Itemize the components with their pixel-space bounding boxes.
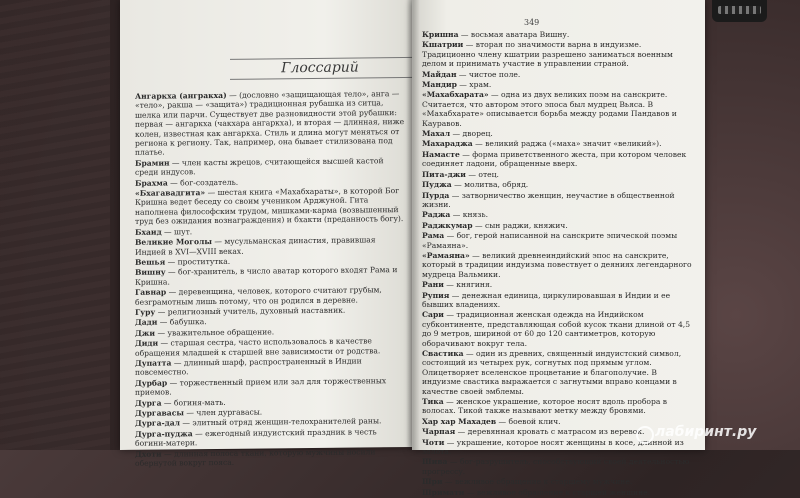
glossary-term: Шримати (422, 487, 465, 497)
glossary-definition: — отец. (465, 169, 499, 179)
glossary-definition: — (дословно «защищающая тело», анга — «тело», ракша — «защита») традиционная рубашка из ситца, шелка или парчи. Существует две разновидности этой рубашки: первая — ангаркха (чакхара ангаркха), и вторая — длинная, ниже колен, известная как ангаркха. Стиль и длина могут меняться от региона к региону. Так, например, она бывает стилизована под платье. (135, 89, 405, 158)
glossary-term: Кшатрии (422, 40, 464, 50)
glossary-term: Мандир (422, 80, 457, 90)
glossary-entry (422, 221, 692, 230)
glossary-term: Вишну (135, 267, 166, 278)
glossary-definition: — бабушка. (157, 317, 207, 327)
right-page (412, 0, 705, 497)
glossary-term: «Бхагавадгита» (135, 188, 206, 198)
glossary-entry (422, 477, 692, 486)
glossary-definition: — вежливое обращение к старшему мужчине. (442, 477, 633, 487)
glossary-term: Чарпая (422, 427, 456, 437)
glossary-entry (135, 336, 405, 358)
glossary-definition: — княгиня. (443, 280, 493, 290)
glossary-definition: — богиня-мать. (161, 397, 226, 408)
glossary-entry (135, 89, 405, 158)
glossary-definition: — денежная единица, циркулировавшая в Индии и ее бывших владениях. (422, 290, 671, 309)
glossary-definition: — шут. (161, 226, 193, 237)
glossary-definition: — бог-разрушитель, способствующий своей деятельностью прогрессу. (422, 457, 690, 476)
labirint-logo-icon (636, 426, 654, 444)
glossary-term: Шри (422, 477, 443, 487)
glossary-entry (422, 90, 692, 128)
glossary-entry (422, 150, 692, 169)
glossary-definition: — дворец. (450, 129, 493, 139)
glossary-term: Рани (422, 280, 444, 290)
glossary-term: Махараджа (422, 139, 473, 149)
glossary-term: Бхаид (135, 227, 162, 237)
glossary-entry (135, 376, 405, 398)
glossary-term: Свастика (422, 349, 464, 358)
glossary-term: Дурга-дал (135, 418, 180, 429)
glossary-definition: — сын раджи, княжич. (472, 220, 568, 230)
glossary-term: Рупия (422, 290, 450, 300)
glossary-entry (135, 265, 405, 287)
glossary-entry (422, 349, 692, 396)
glossary-term: Дупатта (135, 358, 172, 368)
glossary-entry (422, 417, 692, 426)
glossary-definition: — длинная полоса ткани, которую мужчины носили обернутой вокруг пояса. (135, 446, 376, 468)
glossary-term: Дхоти (135, 449, 162, 459)
page-number: 349 (524, 18, 540, 27)
glossary-term: Рама (422, 231, 445, 241)
glossary-term: Пита-джи (422, 169, 466, 179)
watermark: лабиринт.ру (655, 424, 757, 440)
glossary-definition: — вежливое обращение к старшей женщине. (464, 487, 651, 497)
glossary-entry (135, 285, 405, 307)
glossary-term: Махал (422, 129, 451, 139)
glossary-definition: — элитный отряд женщин-телохранителей раны. (179, 416, 382, 428)
page-heading: Глоссарий (281, 59, 359, 77)
glossary-term: Пурда (422, 190, 450, 200)
glossary-entry (422, 291, 692, 310)
glossary-definition: — украшение, которое носят женщины в косе, длинной из золота. (422, 437, 684, 457)
glossary-definition: — великий древнеиндийский эпос на санскрите, который в традиции индуизма повествует о деяниях легендарного мудреца Вальмики. (422, 250, 692, 279)
glossary-term: Вешья (135, 257, 166, 267)
glossary-entry (135, 156, 405, 178)
glossary-term: «Рамаяна» (422, 250, 470, 260)
open-book (120, 0, 705, 497)
glossary-term: Брамин (135, 158, 170, 168)
glossary-entry (422, 310, 692, 348)
glossary-term: Гуру (135, 307, 156, 317)
glossary-entry (422, 30, 692, 39)
glossary-definition: — восьмая аватара Вишну. (458, 30, 570, 39)
glossary-entry (135, 427, 405, 449)
glossary-term: Раджа (422, 210, 451, 220)
glossary-term: Ангаркха (ангракха) (135, 90, 227, 101)
glossary-entry (422, 457, 692, 476)
glossary-definition: — боевой клич. (496, 416, 561, 426)
glossary-entry (135, 356, 405, 378)
glossary-term: Намасте (422, 149, 460, 159)
glossary-definition: — форма приветственного жеста, при котором человек соединяет ладони, обращенные вверх. (422, 149, 687, 169)
left-page (120, 0, 412, 468)
book-gutter (406, 0, 420, 450)
glossary-entry (422, 210, 692, 219)
glossary-definition: — один из древних, священный индуистский символ, состоящий из четырех рук, согнутых под прямым углом. Олицетворяет вселенское процветание и благополучие. В индуизме свастика выражается с загнутыми вправо концами в качестве своей эмблемы. (422, 349, 682, 396)
glossary-term: Хар хар Махадев (422, 416, 497, 426)
glossary-term: Великие Моголы (135, 237, 212, 247)
glossary-term: Дургавасы (135, 408, 184, 418)
glossary-definition: — религиозный учитель, духовный наставник. (155, 305, 346, 317)
glossary-definition: — деревенщина, человек, которого считают грубым, безграмотным лишь потому, что он родился в деревне. (135, 285, 382, 307)
glossary-entry (422, 488, 692, 497)
glossary-definition: — одна из двух великих поэм на санскрите. Считается, что автором этого эпоса был мудрец Вьяса. В «Махабхарате» описывается борьба между родами Пандавов и Кауравов. (422, 90, 677, 128)
glossary-term: Чоти (422, 437, 445, 447)
glossary-entry (422, 397, 692, 416)
glossary-definition: — длинный шарф, распространенный в Индии повсеместно. (135, 356, 362, 378)
glossary-term: Дурга-пуджа (135, 429, 193, 439)
glossary-term: Джи (135, 328, 156, 338)
glossary-entry (422, 180, 692, 189)
glossary-definition: — женское украшение, которое носят вдоль пробора в волосах. Тикой также называют метку между бровями. (422, 397, 668, 416)
glossary-definition: — чистое поле. (456, 69, 521, 79)
glossary-entry (422, 191, 692, 210)
glossary-term: Пуджа (422, 180, 452, 190)
glossary-definition: — князь. (450, 210, 488, 220)
glossary-term: Дади (135, 317, 158, 328)
glossary-definition: — бог-хранитель, в число аватар которого входят Рама и Кришна. (135, 265, 398, 287)
glossary-entry (135, 186, 405, 226)
glossary-definition: — уважительное обращение. (155, 327, 275, 338)
glossary-definition: — традиционная женская одежда на Индийском субконтиненте, представляющая собой кусок ткани длиной от 4,5 до 9 метров, шириной от 60 до 120 сантиметров, которую оборачивают вокруг тела. (422, 310, 691, 348)
glossary-definition: — бог-создатель. (167, 177, 239, 188)
heading-rule-bottom (230, 77, 415, 80)
glossary-definition: — храм. (456, 80, 492, 90)
glossary-definition: — деревянная кровать с матрасом из веревок. (455, 427, 645, 437)
glossary-entry (422, 40, 692, 68)
glossary-left-column (135, 89, 405, 469)
glossary-entry (422, 170, 692, 179)
glossary-term: «Махабхарата» (422, 90, 489, 100)
binder-clip-icon (712, 0, 767, 22)
glossary-definition: — член касты жрецов, считающейся высшей кастой среди индусов. (135, 156, 384, 178)
glossary-entry (422, 70, 692, 79)
glossary-term: Сари (422, 310, 444, 320)
glossary-definition: — торжественный прием или зал для торжественных приемов. (135, 375, 387, 398)
glossary-term: Дурбар (135, 378, 168, 388)
glossary-term: Тика (422, 397, 444, 407)
glossary-entry (422, 231, 692, 250)
glossary-term: Брахма (135, 178, 168, 188)
glossary-definition: — вторая по значимости варна в индуизме. Традиционно члену кшатрии разрешено заниматься военным делом и принимать участие в управлении страной. (422, 40, 673, 69)
glossary-entry (135, 447, 405, 469)
glossary-definition: — член дургавасы. (183, 407, 263, 418)
fabric-background (0, 0, 110, 450)
glossary-entry (422, 139, 692, 148)
glossary-term: Дурга (135, 398, 162, 408)
glossary-entry (422, 280, 692, 289)
glossary-term: Диди (135, 338, 159, 348)
glossary-definition: — старшая сестра, часто использовалось в качестве обращения младшей к старшей вне зависимости от родства. (135, 336, 381, 358)
glossary-entry (422, 251, 692, 279)
glossary-definition: — мусульманская династия, правившая Индией в XVI—XVIII веках. (135, 235, 376, 257)
glossary-entry (422, 80, 692, 89)
glossary-entry (135, 235, 405, 257)
glossary-term: Майдан (422, 69, 457, 79)
glossary-term: Гавнар (135, 287, 167, 297)
glossary-definition: — проститутка. (165, 256, 231, 267)
glossary-definition: — ежегодный индуистский праздник в честь богини-матери. (135, 427, 377, 449)
glossary-definition: — шестая книга «Махабхараты», в которой Бог Кришна ведет беседу со своим учеником Арджуной. Гита наполнена философским трудом, мишками-карма (возвышенный труд без ожидания вознаграждения) и бхакти (преданность богу). (135, 186, 404, 227)
glossary-term: Шива (422, 457, 448, 467)
glossary-entry (422, 129, 692, 138)
glossary-definition: — затворничество женщин, неучастие в общественной жизни. (422, 190, 675, 209)
glossary-term: Раджкумар (422, 220, 473, 230)
glossary-definition: — бог, герой написанной на санскрите эпической поэмы «Рамаяна». (422, 231, 678, 250)
glossary-definition: — великий раджа («маха» значит «великий»). (472, 139, 662, 149)
glossary-term: Кришна (422, 30, 459, 39)
glossary-definition: — молитва, обряд. (451, 180, 529, 190)
